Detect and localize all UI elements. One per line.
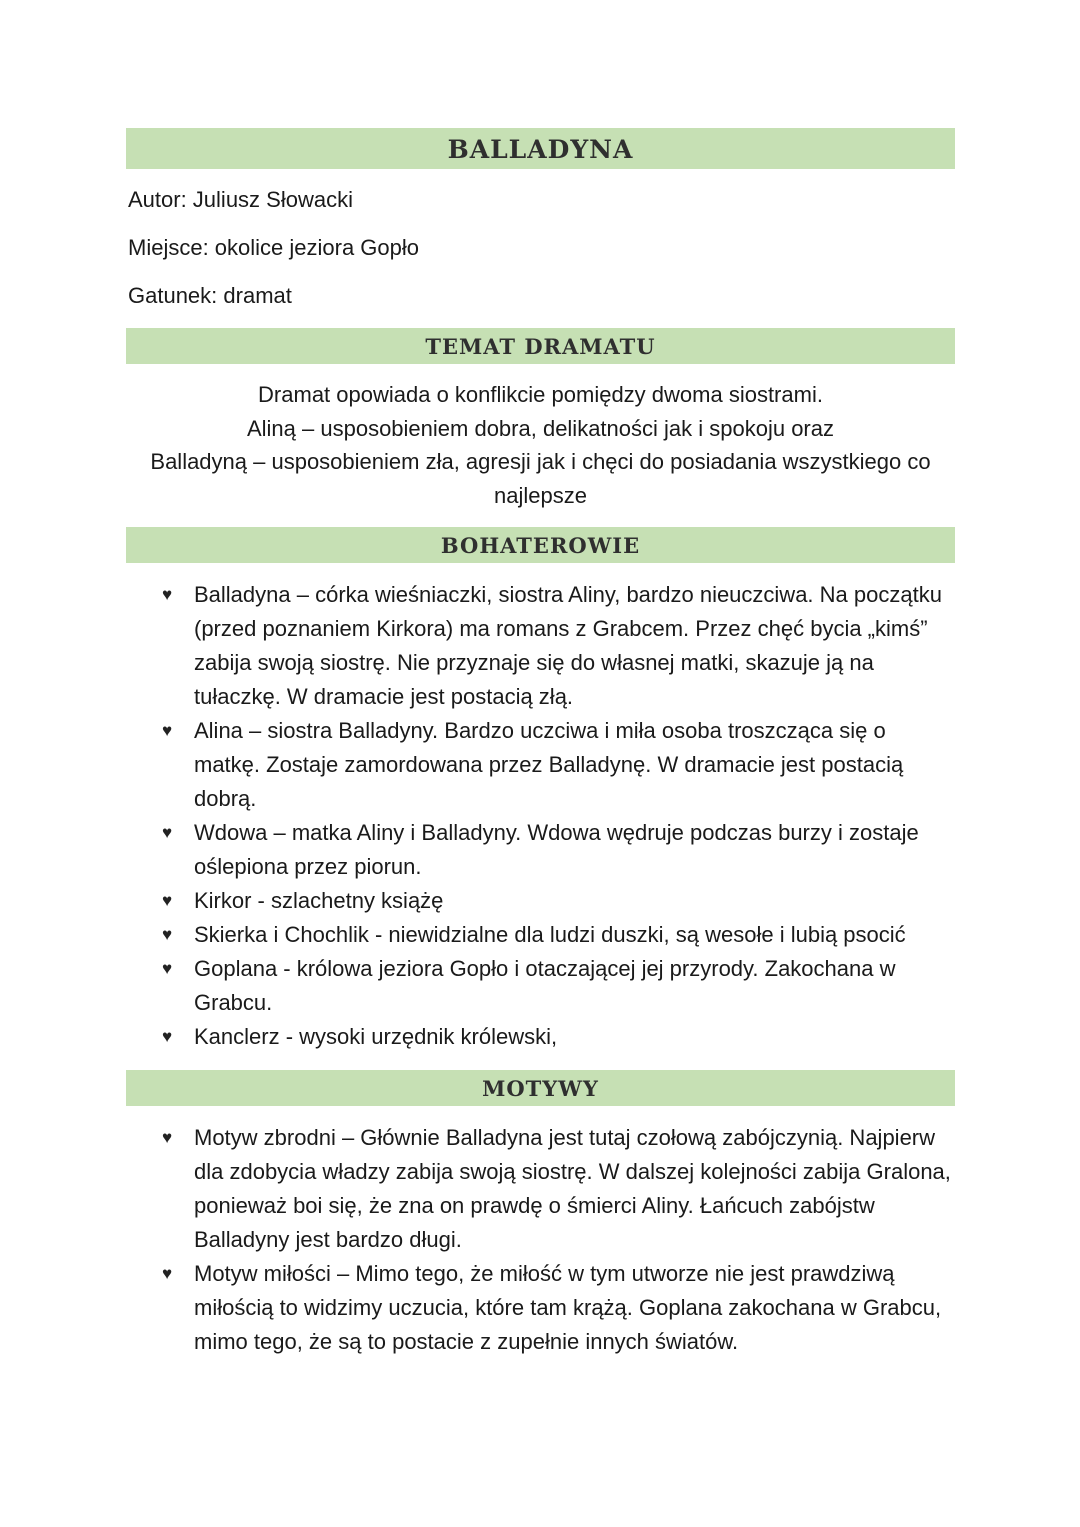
characters-heading: BOHATEROWIE (440, 533, 641, 558)
list-item (150, 1020, 955, 1054)
topic-heading: TEMAT DRAMATU (425, 334, 656, 359)
list-item (150, 918, 955, 952)
meta-genre: Gatunek: dramat (128, 283, 292, 308)
list-item (150, 816, 955, 884)
motifs-list (150, 1121, 955, 1359)
characters-list (150, 578, 955, 1054)
list-item (150, 1257, 955, 1359)
heart-icon: ♥ (162, 823, 173, 842)
motif-text: Motyw zbrodni – Głównie Balladyna jest tutaj czołową zabójczynią. Najpierw dla zdobycia władzy zabija swoją siostrę. W dalszej kolejności zabija Gralona, ponieważ boi się, że zna on prawdę o śmierci Aliny. Łańcuch zabójstw Balladyny jest bardzo długi. (194, 1125, 951, 1252)
topic-line: Aliną – usposobieniem dobra, delikatności jak i spokoju oraz (246, 415, 834, 441)
topic-line: Balladyną – usposobieniem zła, agresji jak i chęci do posiadania wszystkiego co (150, 449, 931, 474)
motifs-band (126, 1070, 955, 1106)
topic-paragraph (126, 378, 955, 512)
heart-icon: ♥ (162, 721, 173, 740)
heart-icon: ♥ (162, 585, 173, 604)
heart-icon: ♥ (162, 1264, 173, 1283)
list-item (150, 714, 955, 816)
character-text: Wdowa – matka Aliny i Balladyny. Wdowa wędruje podczas burzy i zostaje oślepiona przez piorun. (194, 820, 919, 879)
list-item (150, 1121, 955, 1257)
character-text: Goplana - królowa jeziora Gopło i otaczającej jej przyrody. Zakochana w Grabcu. (194, 956, 896, 1015)
list-item (150, 884, 955, 918)
character-text: Balladyna – córka wieśniaczki, siostra Aliny, bardzo nieuczciwa. Na początku (przed poznaniem Kirkora) ma romans z Grabcem. Przez chęć bycia „kimś” zabija swoją siostrę. Nie przyznaje się do własnej matki, skazuje ją na tułaczkę. W dramacie jest postacią złą. (194, 582, 942, 709)
list-item (150, 578, 955, 714)
heart-icon: ♥ (162, 1128, 173, 1147)
heart-icon: ♥ (162, 891, 173, 910)
heart-icon: ♥ (162, 959, 173, 978)
character-text: Kirkor - szlachetny książę (194, 888, 444, 913)
motif-text: Motyw miłości – Mimo tego, że miłość w tym utworze nie jest prawdziwą miłością to widzimy uczucia, które tam krążą. Goplana zakochana w Grabcu, mimo tego, że są to postacie z zupełnie innych światów. (194, 1261, 942, 1354)
character-text: Kanclerz - wysoki urzędnik królewski, (194, 1024, 558, 1049)
topic-line: Dramat opowiada o konflikcie pomiędzy dwoma siostrami. (258, 382, 823, 407)
heart-icon: ♥ (162, 1027, 173, 1046)
topic-line: najlepsze (494, 482, 587, 508)
topic-band (126, 328, 955, 364)
meta-place: Miejsce: okolice jeziora Gopło (128, 235, 420, 260)
motifs-heading: MOTYWY (482, 1076, 599, 1101)
meta-author: Autor: Juliusz Słowacki (128, 187, 353, 212)
list-item (150, 952, 955, 1020)
character-text: Alina – siostra Balladyny. Bardzo uczciwa i miła osoba troszcząca się o matkę. Zostaje zamordowana przez Balladynę. W dramacie jest postacią dobrą. (194, 718, 904, 811)
character-text: Skierka i Chochlik - niewidzialne dla ludzi duszki, są wesołe i lubią psocić (194, 922, 906, 947)
characters-band (126, 527, 955, 563)
title-band (126, 128, 955, 169)
document-title: BALLADYNA (447, 135, 634, 164)
heart-icon: ♥ (162, 925, 173, 944)
